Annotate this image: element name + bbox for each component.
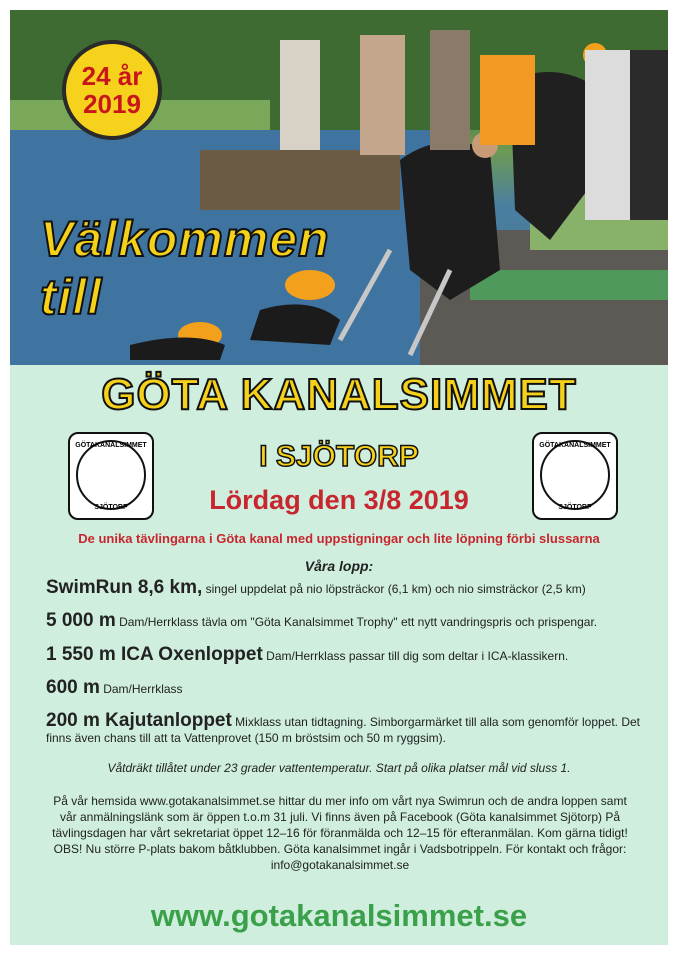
race-item [46, 577, 646, 598]
badge-line2: 2019 [83, 89, 141, 119]
logo-seal-left [76, 440, 146, 510]
race-desc: Dam/Herrklass passar till dig som deltar i ICA-klassikern. [262, 649, 569, 663]
logo-bottom-text-right: SJÖTORP [558, 504, 592, 511]
race-name: 200 m Kajutanloppet [46, 710, 232, 731]
race-desc: Dam/Herrklass tävla om "Göta Kanalsimmet Trophy" ett nytt vandringspris och prispengar. [115, 615, 598, 629]
club-logo-left [68, 432, 154, 520]
race-name: SwimRun 8,6 km, [46, 577, 203, 598]
logo-top-text-right: GÖTAKANALSIMMET [539, 442, 611, 449]
logo-bottom-text-left: SJÖTORP [94, 504, 128, 511]
race-item [46, 644, 646, 665]
club-logo-right [532, 432, 618, 520]
logo-top-text-left: GÖTAKANALSIMMET [75, 442, 147, 449]
race-desc: Dam/Herrklass [99, 682, 183, 696]
welcome-line2: till [40, 269, 103, 325]
poster [10, 10, 668, 945]
website-link[interactable]: www.gotakanalsimmet.se [150, 898, 528, 933]
event-title: GÖTA KANALSIMMET [101, 370, 577, 419]
race-name: 5 000 m [46, 610, 116, 631]
badge-line1: 24 år [81, 61, 143, 91]
welcome-line1: Välkommen [40, 211, 330, 267]
race-item [46, 677, 646, 698]
event-photo [10, 10, 668, 365]
race-item [46, 610, 646, 631]
info-paragraph: På vår hemsida www.gotakanalsimmet.se hittar du mer info om vårt nya Swimrun och de andra loppen samt vår anmälningslänk som är öppen t.o.m 31 juli. Vi finns även på Facebook (Göta kanalsimmet Sjötorp) På tävlingsdagen har vårt sekretariat öppet 12–16 för föranmälda och 12–15 för efteranmälan. Kom gärna tidigt! OBS! Nu större P-plats bakom båtklubben. Göta kanalsimmet ingår i Vadsbotrippeln. För kontakt och frågor: info@gotakanalsimmet.se [52, 794, 628, 872]
race-name: 600 m [46, 677, 100, 698]
event-date: Lördag den 3/8 2019 [209, 485, 469, 515]
logo-seal-right [540, 440, 610, 510]
event-location: I SJÖTORP [259, 440, 419, 473]
races-heading: Våra lopp: [304, 558, 374, 574]
tagline: De unika tävlingarna i Göta kanal med uppstigningar och lite löpning förbi slussarna [78, 531, 600, 546]
race-item [46, 710, 646, 746]
race-desc: Mixklass utan tidtagning. Simborgarmärket till alla som genomför loppet. Det finns även chans till att ta Vattenprovet (150 m bröstsim och 50 m ryggsim). [46, 715, 641, 745]
anniversary-badge [62, 40, 162, 140]
race-desc: singel uppdelat på nio löpsträckor (6,1 km) och nio simsträckor (2,5 km) [202, 582, 586, 596]
wetsuit-note: Våtdräkt tillåtet under 23 grader vattentemperatur. Start på olika platser mål vid sluss 1. [107, 761, 571, 775]
race-name: 1 550 m ICA Oxenloppet [46, 644, 263, 665]
